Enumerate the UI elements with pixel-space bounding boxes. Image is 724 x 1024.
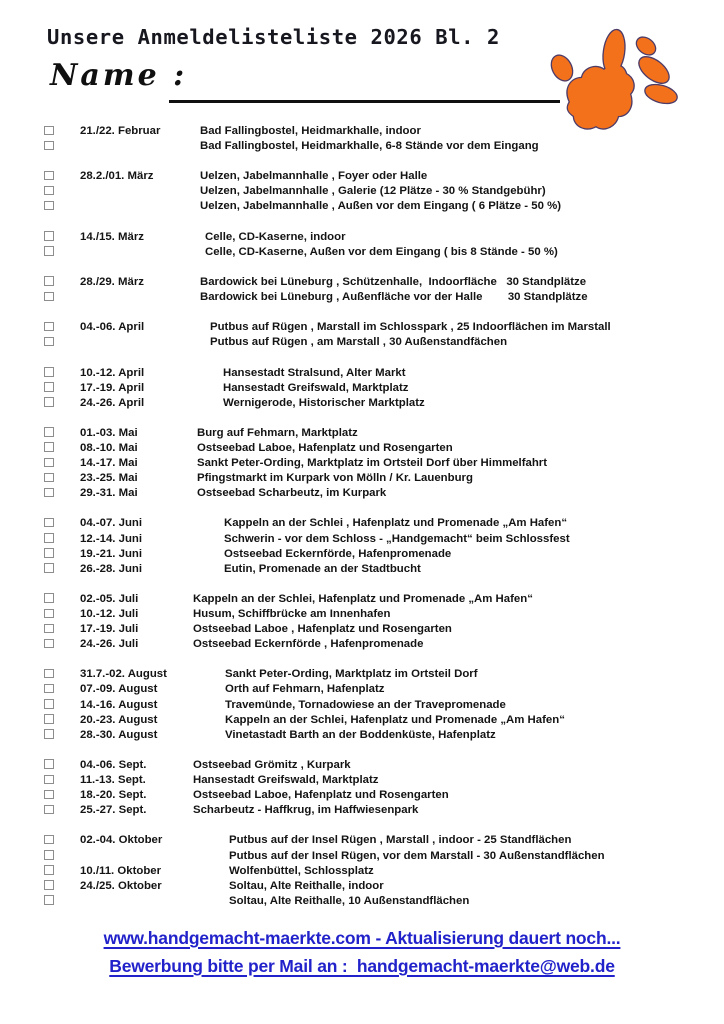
checkbox[interactable]: [44, 488, 54, 498]
event-description: Uelzen, Jabelmannhalle , Außen vor dem Eingang ( 6 Plätze - 50 %): [200, 200, 562, 213]
event-description: Sankt Peter-Ording, Marktplatz im Ortsteil Dorf: [225, 668, 478, 681]
event-description: Eutin, Promenade an der Stadtbucht: [224, 562, 421, 575]
event-row: [0, 320, 724, 335]
checkbox[interactable]: [44, 458, 54, 468]
event-date: 14.-16. August: [80, 698, 158, 711]
event-description: Celle, CD-Kaserne, indoor: [205, 230, 346, 243]
event-date: 28.-30. August: [80, 728, 158, 741]
event-description: Ostseebad Laboe, Hafenplatz und Rosengarten: [193, 789, 449, 802]
event-group: [0, 124, 724, 154]
event-description: Burg auf Fehmarn, Marktplatz: [197, 426, 358, 439]
checkbox[interactable]: [44, 548, 54, 558]
event-date: 17.-19. April: [80, 381, 145, 394]
checkbox[interactable]: [44, 382, 54, 392]
event-description: Scharbeutz - Haffkrug, im Haffwiesenpark: [193, 804, 419, 817]
event-row: [0, 607, 724, 622]
checkbox[interactable]: [44, 624, 54, 634]
event-description: Ostseebad Eckernförde , Hafenpromenade: [193, 638, 424, 651]
checkbox[interactable]: [44, 292, 54, 302]
event-row: [0, 788, 724, 803]
event-row: [0, 471, 724, 486]
event-description: Ostseebad Grömitz , Kurpark: [193, 758, 351, 771]
event-description: Ostseebad Eckernförde, Hafenpromenade: [224, 547, 452, 560]
event-row: [0, 622, 724, 637]
event-date: 04.-06. April: [80, 321, 145, 334]
event-row: [0, 833, 724, 848]
event-description: Putbus auf der Insel Rügen, vor dem Marstall - 30 Außenstandflächen: [229, 849, 605, 862]
checkbox[interactable]: [44, 684, 54, 694]
event-date: 17.-19. Juli: [80, 623, 139, 636]
checkbox[interactable]: [44, 367, 54, 377]
event-date: 11.-13. Sept.: [80, 774, 146, 787]
event-row: [0, 245, 724, 260]
event-row: [0, 803, 724, 818]
checkbox[interactable]: [44, 322, 54, 332]
event-group: [0, 667, 724, 742]
checkbox[interactable]: [44, 729, 54, 739]
handprint-icon: [548, 16, 693, 141]
event-row: [0, 396, 724, 411]
event-row: [0, 773, 724, 788]
event-description: Ostseebad Laboe , Hafenplatz und Rosengarten: [193, 623, 452, 636]
footer: [0, 924, 724, 980]
event-group: [0, 366, 724, 411]
event-description: Vinetastadt Barth an der Boddenküste, Hafenplatz: [225, 728, 496, 741]
email-link[interactable]: Bewerbung bitte per Mail an : handgemacht-maerkte@web.de: [109, 956, 615, 976]
event-date: 12.-14. Juni: [80, 532, 143, 545]
checkbox[interactable]: [44, 231, 54, 241]
event-description: Ostseebad Scharbeutz, im Kurpark: [197, 487, 387, 500]
event-row: [0, 199, 724, 214]
event-row: [0, 486, 724, 501]
checkbox[interactable]: [44, 473, 54, 483]
event-description: Sankt Peter-Ording, Marktplatz im Ortsteil Dorf über Himmelfahrt: [197, 457, 548, 470]
event-row: [0, 728, 724, 743]
event-row: [0, 169, 724, 184]
event-row: [0, 366, 724, 381]
event-description: Kappeln an der Schlei, Hafenplatz und Promenade „Am Hafen“: [225, 713, 565, 726]
event-row: [0, 426, 724, 441]
checkbox[interactable]: [44, 805, 54, 815]
event-date: 02.-05. Juli: [80, 592, 139, 605]
checkbox[interactable]: [44, 201, 54, 211]
name-label: Name :: [50, 58, 188, 93]
checkbox[interactable]: [44, 835, 54, 845]
event-description: Uelzen, Jabelmannhalle , Galerie (12 Plätze - 30 % Standgebühr): [200, 185, 546, 198]
event-group: [0, 230, 724, 260]
event-row: [0, 516, 724, 531]
event-row: [0, 456, 724, 471]
event-row: [0, 713, 724, 728]
event-description: Bad Fallingbostel, Heidmarkhalle, 6-8 Stände vor dem Eingang: [200, 140, 539, 153]
event-row: [0, 864, 724, 879]
checkbox[interactable]: [44, 442, 54, 452]
event-row: [0, 139, 724, 154]
event-date: 08.-10. Mai: [80, 441, 138, 454]
page-title: Unsere Anmeldelisteliste 2026 Bl. 2: [47, 25, 500, 49]
event-description: Hansestadt Greifswald, Marktplatz: [193, 774, 379, 787]
event-group: [0, 426, 724, 501]
checkbox[interactable]: [44, 865, 54, 875]
event-group: [0, 833, 724, 908]
event-date: 04.-06. Sept.: [80, 758, 147, 771]
event-date: 29.-31. Mai: [80, 487, 138, 500]
checkbox[interactable]: [44, 669, 54, 679]
event-row: [0, 547, 724, 562]
event-row: [0, 184, 724, 199]
event-date: 10.-12. Juli: [80, 608, 139, 620]
checkbox[interactable]: [44, 563, 54, 573]
event-description: Husum, Schiffbrücke am Innenhafen: [193, 608, 391, 620]
event-date: 25.-27. Sept.: [80, 804, 147, 817]
event-row: [0, 894, 724, 909]
checkbox[interactable]: [44, 759, 54, 769]
event-description: Soltau, Alte Reithalle, 10 Außenstandflächen: [229, 894, 470, 907]
event-group: [0, 516, 724, 576]
checkbox[interactable]: [44, 427, 54, 437]
event-row: [0, 637, 724, 652]
event-description: Bardowick bei Lüneburg , Außenfläche vor der Halle 30 Standplätze: [200, 291, 588, 304]
event-group: [0, 320, 724, 350]
event-date: 24.-26. April: [80, 396, 145, 409]
event-group: [0, 758, 724, 818]
checkbox[interactable]: [44, 533, 54, 543]
event-row: [0, 335, 724, 350]
event-description: Pfingstmarkt im Kurpark von Mölln / Kr. Lauenburg: [197, 472, 473, 485]
checkbox[interactable]: [44, 276, 54, 286]
event-date: 28./29. März: [80, 275, 144, 288]
checkbox[interactable]: [44, 126, 54, 136]
event-date: 07.-09. August: [80, 683, 158, 696]
event-row: [0, 124, 724, 139]
event-description: Bardowick bei Lüneburg , Schützenhalle, Indoorfläche 30 Standplätze: [200, 275, 587, 288]
event-date: 24.-26. Juli: [80, 638, 139, 651]
event-group: [0, 592, 724, 652]
event-date: 10.-12. April: [80, 366, 145, 379]
event-date: 10./11. Oktober: [80, 864, 162, 877]
checkbox[interactable]: [44, 880, 54, 890]
checkbox[interactable]: [44, 699, 54, 709]
event-row: [0, 682, 724, 697]
checkbox[interactable]: [44, 895, 54, 905]
event-description: Ostseebad Laboe, Hafenplatz und Rosengarten: [197, 441, 453, 454]
event-date: 31.7.-02. August: [80, 668, 167, 681]
event-date: 19.-21. Juni: [80, 547, 143, 560]
event-description: Soltau, Alte Reithalle, indoor: [229, 879, 384, 892]
event-description: Celle, CD-Kaserne, Außen vor dem Eingang ( bis 8 Stände - 50 %): [205, 245, 558, 258]
event-row: [0, 849, 724, 864]
event-date: 24./25. Oktober: [80, 879, 162, 892]
checkbox[interactable]: [44, 141, 54, 151]
event-date: 14./15. März: [80, 230, 144, 243]
event-row: [0, 290, 724, 305]
checkbox[interactable]: [44, 337, 54, 347]
event-description: Putbus auf der Insel Rügen , Marstall , indoor - 25 Standflächen: [229, 834, 572, 847]
checkbox[interactable]: [44, 790, 54, 800]
event-description: Wernigerode, Historischer Marktplatz: [223, 396, 425, 409]
event-group: [0, 275, 724, 305]
event-group: [0, 169, 724, 214]
event-description: Uelzen, Jabelmannhalle , Foyer oder Halle: [200, 170, 428, 183]
event-row: [0, 698, 724, 713]
checkbox[interactable]: [44, 593, 54, 603]
event-row: [0, 592, 724, 607]
event-description: Bad Fallingbostel, Heidmarkhalle, indoor: [200, 125, 421, 137]
checkbox[interactable]: [44, 397, 54, 407]
event-row: [0, 667, 724, 682]
event-date: 01.-03. Mai: [80, 426, 138, 439]
checkbox[interactable]: [44, 609, 54, 619]
website-link[interactable]: www.handgemacht-maerkte.com - Aktualisierung dauert noch...: [103, 928, 621, 948]
checkbox[interactable]: [44, 714, 54, 724]
event-date: 28.2./01. März: [80, 170, 154, 183]
event-row: [0, 879, 724, 894]
event-date: 21./22. Februar: [80, 125, 161, 137]
event-list: [0, 124, 724, 924]
checkbox[interactable]: [44, 186, 54, 196]
event-row: [0, 275, 724, 290]
event-row: [0, 532, 724, 547]
event-date: 14.-17. Mai: [80, 457, 138, 470]
event-date: 18.-20. Sept.: [80, 789, 147, 802]
event-description: Orth auf Fehmarn, Hafenplatz: [225, 683, 385, 696]
event-description: Travemünde, Tornadowiese an der Travepromenade: [225, 698, 506, 711]
event-description: Kappeln an der Schlei, Hafenplatz und Promenade „Am Hafen“: [193, 592, 533, 605]
event-date: 23.-25. Mai: [80, 472, 138, 485]
checkbox[interactable]: [44, 639, 54, 649]
event-date: 26.-28. Juni: [80, 562, 143, 575]
event-date: 20.-23. August: [80, 713, 158, 726]
event-description: Putbus auf Rügen , am Marstall , 30 Außenstandfächen: [210, 336, 508, 349]
event-description: Schwerin - vor dem Schloss - „Handgemacht“ beim Schlossfest: [224, 532, 570, 545]
event-row: [0, 230, 724, 245]
event-row: [0, 562, 724, 577]
event-description: Kappeln an der Schlei , Hafenplatz und Promenade „Am Hafen“: [224, 517, 568, 530]
checkbox[interactable]: [44, 775, 54, 785]
checkbox[interactable]: [44, 850, 54, 860]
event-date: 04.-07. Juni: [80, 517, 143, 530]
event-description: Hansestadt Stralsund, Alter Markt: [223, 366, 406, 379]
name-input-line[interactable]: [169, 100, 560, 103]
event-description: Wolfenbüttel, Schlossplatz: [229, 864, 374, 877]
checkbox[interactable]: [44, 518, 54, 528]
event-row: [0, 441, 724, 456]
event-row: [0, 758, 724, 773]
event-description: Hansestadt Greifswald, Marktplatz: [223, 381, 409, 394]
event-row: [0, 381, 724, 396]
checkbox[interactable]: [44, 171, 54, 181]
event-description: Putbus auf Rügen , Marstall im Schlosspark , 25 Indoorflächen im Marstall: [210, 321, 611, 334]
checkbox[interactable]: [44, 246, 54, 256]
event-date: 02.-04. Oktober: [80, 834, 163, 847]
